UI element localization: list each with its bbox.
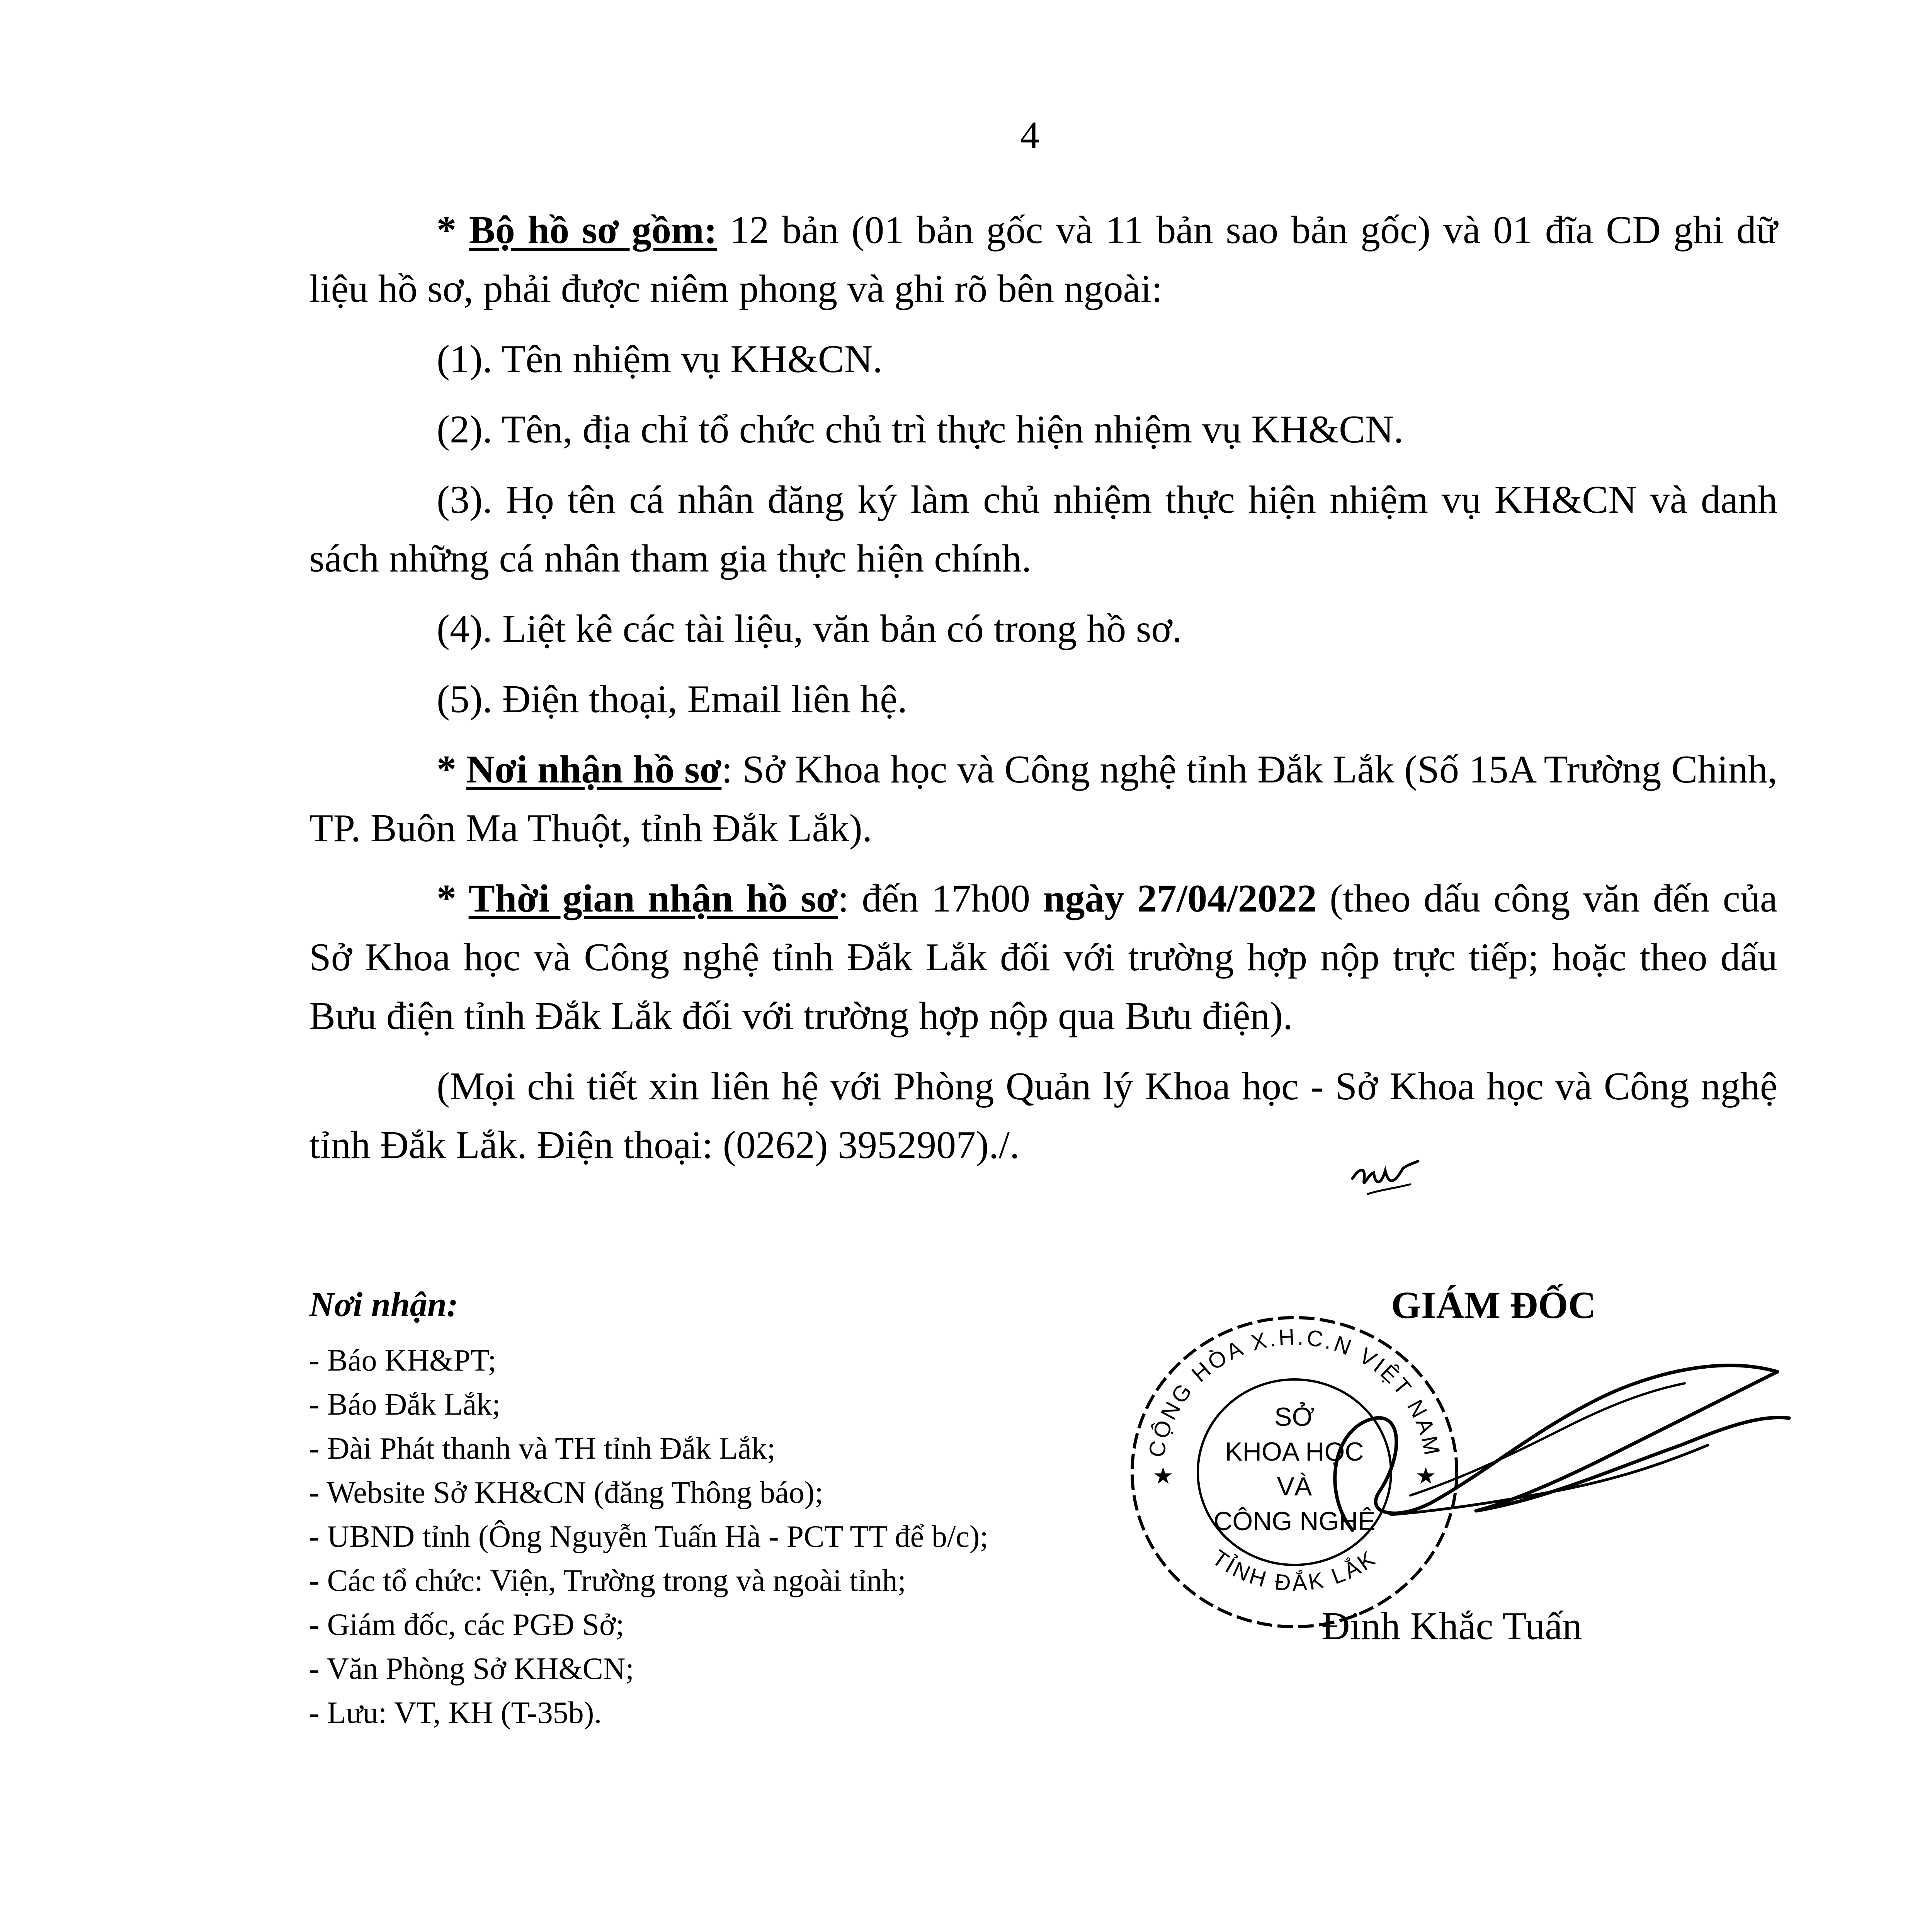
recipient-item: - Lưu: VT, KH (T-35b). [309,1696,602,1730]
signature-block [1121,1271,1816,1735]
seal-line-4: CÔNG NGHỆ [1213,1507,1376,1536]
signer-title: GIÁM ĐỐC [1391,1284,1596,1327]
dossier-text: 12 bản (01 bản gốc và 11 bản sao bản gốc) và 01 đĩa CD ghi dữ liệu hồ sơ, phải được niêm phong và ghi rõ bên ngoài: [309,208,1777,311]
recipient-item: - Đài Phát thanh và TH tỉnh Đắk Lắk; [309,1432,776,1466]
seal-line-2: KHOA HỌC [1225,1437,1364,1466]
dossier-paragraph: * Bộ hồ sơ gồm: 12 bản (01 bản gốc và 11 bản sao bản gốc) và 01 đĩa CD ghi dữ liệu hồ sơ, phải được niêm phong và ghi rõ bên ngoài: [309,208,1777,311]
recipient-item: - Các tổ chức: Viện, Trường trong và ngoài tỉnh; [309,1564,906,1598]
recipient-item: - Giám đốc, các PGĐ Sở; [309,1608,624,1642]
document-body [309,201,1777,1186]
receiving-time-text-after: (theo dấu công văn đến của Sở Khoa học và Công nghệ tỉnh Đắk Lắk đối với trường hợp nộp trực tiếp; hoặc theo dấu Bưu điện tỉnh Đắk Lắk đối với trường hợp nộp qua Bưu điện). [309,877,1777,1038]
signer-name: Đinh Khắc Tuấn [1321,1604,1582,1648]
dossier-item-4: (4). Liệt kê các tài liệu, văn bản có trong hồ sơ. [437,607,1182,651]
recipient-item: - Báo Đắk Lắk; [309,1388,501,1422]
recipient-item: - Báo KH&PT; [309,1344,497,1378]
seal-line-1: SỞ [1274,1402,1315,1432]
receiving-place-label: Nơi nhận hồ sơ [466,748,722,791]
recipient-item: - Website Sở KH&CN (đăng Thông báo); [309,1476,823,1510]
seal-star-left: ★ [1153,1463,1173,1490]
receiving-time-paragraph: * Thời gian nhận hồ sơ: đến 17h00 ngày 27/04/2022 (theo dấu công văn đến của Sở Khoa học và Công nghệ tỉnh Đắk Lắk đối với trường hợp nộp trực tiếp; hoặc theo dấu Bưu điện tỉnh Đắk Lắk đối với trường hợp nộp qua Bưu điện). [309,877,1777,1038]
recipients-block [309,1283,1159,1735]
initials-mark-icon [1345,1151,1422,1209]
recipients-heading: Nơi nhận: [309,1286,458,1324]
dossier-item-2: (2). Tên, địa chỉ tổ chức chủ trì thực hiện nhiệm vụ KH&CN. [437,408,1404,451]
seal-bottom-text: TỈNH ĐẮK LẮK [1208,1545,1381,1596]
receiving-place-text: : Sở Khoa học và Công nghệ tỉnh Đắk Lắk (Số 15A Trường Chinh, TP. Buôn Ma Thuột, tỉnh Đắk Lắk). [309,748,1777,850]
recipients-list [309,1338,1159,1735]
seal-star-right: ★ [1415,1463,1436,1490]
recipient-item: - Văn Phòng Sở KH&CN; [309,1652,634,1686]
seal-ring-text: CỘNG HÒA X.H.C.N VIỆT NAM [1144,1324,1446,1459]
receiving-time-date: ngày 27/04/2022 [1043,877,1317,920]
seal-line-3: VÀ [1277,1472,1312,1501]
receiving-time-text-before: : đến 17h00 [838,877,1043,920]
handwritten-signature-icon [1275,1329,1816,1561]
receiving-place-paragraph: * Nơi nhận hồ sơ: Sở Khoa học và Công nghệ tỉnh Đắk Lắk (Số 15A Trường Chinh, TP. Buôn Ma Thuột, tỉnh Đắk Lắk). [309,748,1777,850]
dossier-item-3: (3). Họ tên cá nhân đăng ký làm chủ nhiệm thực hiện nhiệm vụ KH&CN và danh sách những cá nhân tham gia thực hiện chính. [309,478,1777,580]
dossier-item-1: (1). Tên nhiệm vụ KH&CN. [437,337,883,381]
dossier-item-5: (5). Điện thoại, Email liên hệ. [437,677,907,721]
dossier-label: Bộ hồ sơ gồm: [469,208,717,252]
recipient-item: - UBND tỉnh (Ông Nguyễn Tuấn Hà - PCT TT để b/c); [309,1520,988,1554]
page-number: 4 [1020,114,1039,156]
contact-note: (Mọi chi tiết xin liên hệ với Phòng Quản lý Khoa học - Sở Khoa học và Công nghệ tỉnh Đắk Lắk. Điện thoại: (0262) 3952907)./. [309,1065,1777,1167]
receiving-time-label: Thời gian nhận hồ sơ [468,877,838,920]
